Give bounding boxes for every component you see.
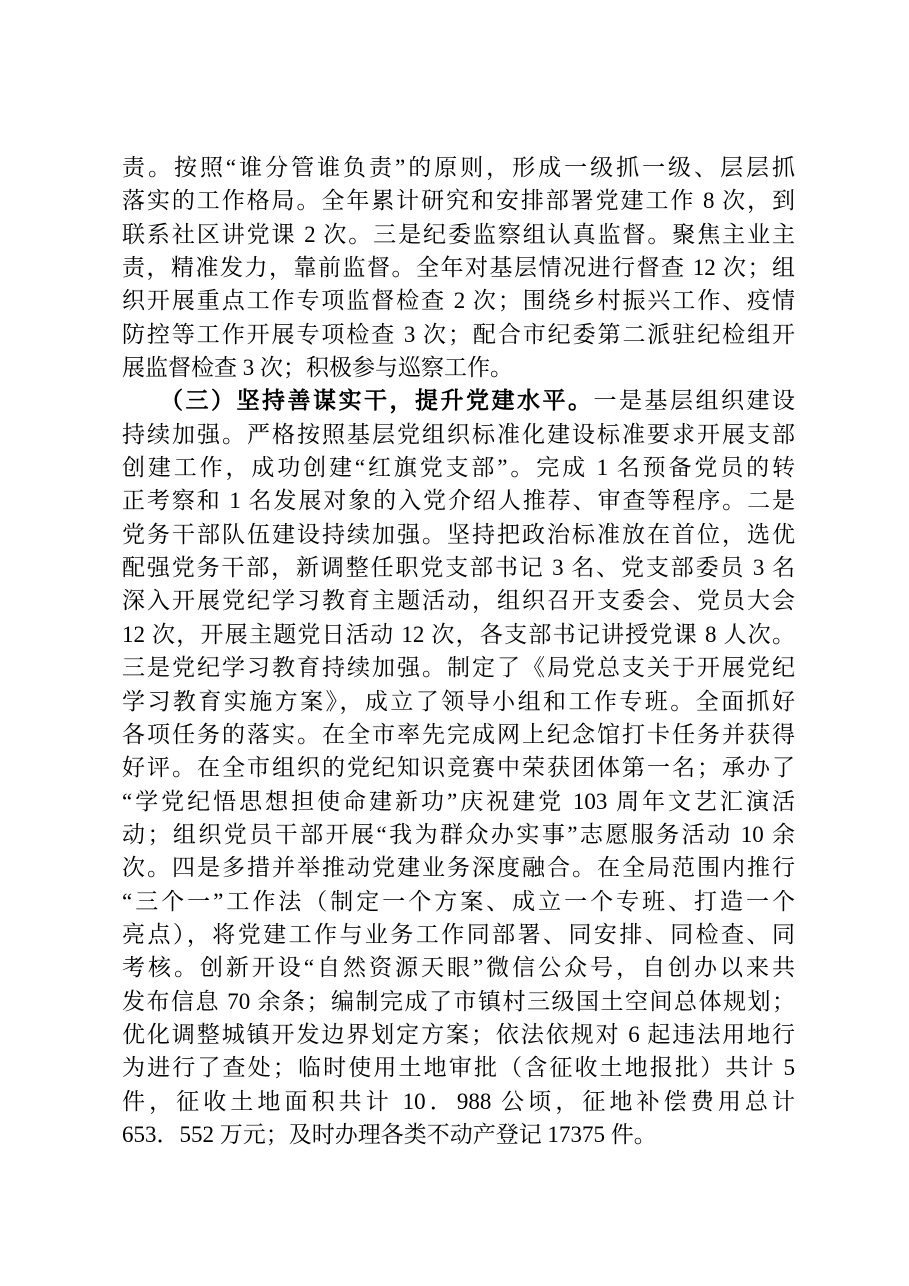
text-line: 创建工作，成功创建“红旗党支部”。完成 1 名预备党员的转	[122, 455, 795, 481]
text-line: 为进行了查处；临时使用土地审批（含征收土地报批）共计 5	[122, 1055, 795, 1081]
text-line: 展监督检查 3 次；积极参与巡察工作。	[122, 355, 513, 381]
text-line: 653．552 万元；及时办理各类不动产登记 17375 件。	[122, 1121, 657, 1147]
text-line: 12 次，开展主题党日活动 12 次，各支部书记讲授党课 8 人次。	[122, 621, 795, 647]
text-line: 件，征收土地面积共计 10．988 公顷，征地补偿费用总计	[122, 1088, 795, 1114]
text-line: 落实的工作格局。全年累计研究和安排部署党建工作 8 次，到	[122, 188, 795, 214]
text-line: 正考察和 1 名发展对象的入党介绍人推荐、审查等程序。二是	[122, 488, 795, 514]
text-line: 防控等工作开展专项检查 3 次；配合市纪委第二派驻纪检组开	[122, 321, 795, 347]
paragraph	[122, 384, 795, 1151]
section-heading: （三）坚持善谋实干，提升党建水平。	[160, 388, 594, 414]
text-line: “学党纪悟思想担使命建新功”庆祝建党 103 周年文艺汇演活	[122, 788, 795, 814]
text-line: 党务干部队伍建设持续加强。坚持把政治标准放在首位，选优	[122, 521, 795, 547]
text-line: 动；组织党员干部开展“我为群众办实事”志愿服务活动 10 余	[122, 821, 795, 847]
paragraph	[122, 151, 795, 384]
text-line: “三个一”工作法（制定一个方案、成立一个专班、打造一个	[122, 888, 795, 914]
text-run: 一是基层组织建设	[593, 388, 795, 414]
text-line: 优化调整城镇开发边界划定方案；依法依规对 6 起违法用地行	[122, 1021, 795, 1047]
text-line: 织开展重点工作专项监督检查 2 次；围绕乡村振兴工作、疫情	[122, 288, 795, 314]
text-line: 责，精准发力，靠前监督。全年对基层情况进行督查 12 次；组	[122, 255, 795, 281]
document-body	[122, 151, 795, 1151]
text-line: 配强党务干部，新调整任职党支部书记 3 名、党支部委员 3 名	[122, 555, 795, 581]
text-line: 三是党纪学习教育持续加强。制定了《局党总支关于开展党纪	[122, 655, 795, 681]
text-line: 联系社区讲党课 2 次。三是纪委监察组认真监督。聚焦主业主	[122, 221, 795, 247]
text-line: 亮点），将党建工作与业务工作同部署、同安排、同检查、同	[122, 921, 795, 947]
text-line: 责。按照“谁分管谁负责”的原则，形成一级抓一级、层层抓	[122, 155, 795, 180]
text-line: 发布信息 70 余条；编制完成了市镇村三级国土空间总体规划；	[122, 988, 795, 1014]
text-line: 深入开展党纪学习教育主题活动，组织召开支委会、党员大会	[122, 588, 795, 614]
text-line	[122, 384, 795, 417]
text-line: 好评。在全市组织的党纪知识竞赛中荣获团体第一名；承办了	[122, 755, 795, 781]
text-line: 学习教育实施方案》，成立了领导小组和工作专班。全面抓好	[122, 688, 795, 714]
text-line: 持续加强。严格按照基层党组织标准化建设标准要求开展支部	[122, 421, 795, 447]
text-line: 各项任务的落实。在全市率先完成网上纪念馆打卡任务并获得	[122, 721, 795, 747]
text-line: 考核。创新开设“自然资源天眼”微信公众号，自创办以来共	[122, 955, 795, 981]
text-line: 次。四是多措并举推动党建业务深度融合。在全局范围内推行	[122, 855, 795, 881]
